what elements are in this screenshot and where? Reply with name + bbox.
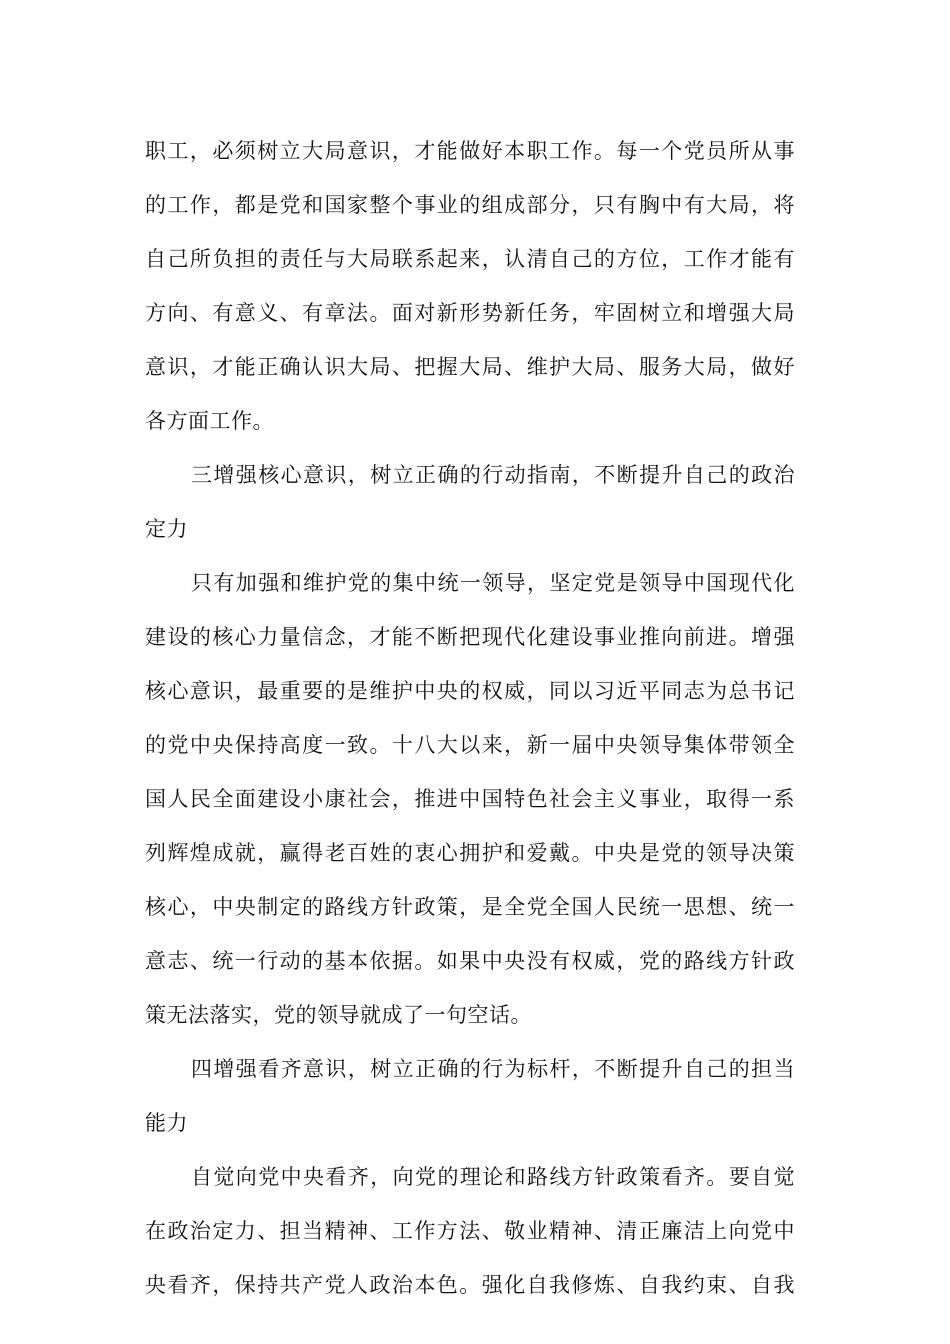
- paragraph-overall-awareness: [145, 124, 795, 448]
- text-line: 在政治定力、担当精神、工作方法、敬业精神、清正廉洁上向党中: [145, 1219, 795, 1243]
- paragraph-core-awareness: [145, 556, 795, 1042]
- text-line: 自己所负担的责任与大局联系起来，认清自己的方位，工作才能有: [145, 247, 795, 271]
- heading-line: 能力: [145, 1111, 188, 1135]
- paragraph-alignment-awareness: [145, 1150, 795, 1312]
- section-heading-three: [145, 448, 795, 556]
- document-body: [145, 124, 795, 1312]
- text-line: 策无法落实，党的领导就成了一句空话。: [145, 1003, 532, 1027]
- text-line: 建设的核心力量信念，才能不断把现代化建设事业推向前进。增强: [145, 625, 795, 649]
- text-line: 列辉煌成就，赢得老百姓的衷心拥护和爱戴。中央是党的领导决策: [145, 841, 795, 865]
- text-line: 的工作，都是党和国家整个事业的组成部分，只有胸中有大局，将: [145, 193, 795, 217]
- text-line: 意识，才能正确认识大局、把握大局、维护大局、服务大局，做好: [145, 355, 795, 379]
- text-line: 方向、有意义、有章法。面对新形势新任务，牢固树立和增强大局: [145, 301, 795, 325]
- text-line: 的党中央保持高度一致。十八大以来，新一届中央领导集体带领全: [145, 733, 795, 757]
- text-line: 核心，中央制定的路线方针政策，是全党全国人民统一思想、统一: [145, 895, 795, 919]
- heading-line: 定力: [145, 517, 188, 541]
- section-heading-four: [145, 1042, 795, 1150]
- text-line: 各方面工作。: [145, 409, 274, 433]
- text-line: 核心意识，最重要的是维护中央的权威，同以习近平同志为总书记: [145, 679, 795, 703]
- heading-line: 四增强看齐意识，树立正确的行为标杆，不断提升自己的担当: [191, 1057, 795, 1081]
- text-line: 意志、统一行动的基本依据。如果中央没有权威，党的路线方针政: [145, 949, 795, 973]
- heading-line: 三增强核心意识，树立正确的行动指南，不断提升自己的政治: [191, 463, 795, 487]
- text-line: 国人民全面建设小康社会，推进中国特色社会主义事业，取得一系: [145, 787, 795, 811]
- text-line: 只有加强和维护党的集中统一领导，坚定党是领导中国现代化: [191, 571, 795, 595]
- text-line: 职工，必须树立大局意识，才能做好本职工作。每一个党员所从事: [145, 139, 795, 163]
- text-line: 央看齐，保持共产党人政治本色。强化自我修炼、自我约束、自我: [145, 1273, 795, 1297]
- text-line: 自觉向党中央看齐，向党的理论和路线方针政策看齐。要自觉: [191, 1165, 795, 1189]
